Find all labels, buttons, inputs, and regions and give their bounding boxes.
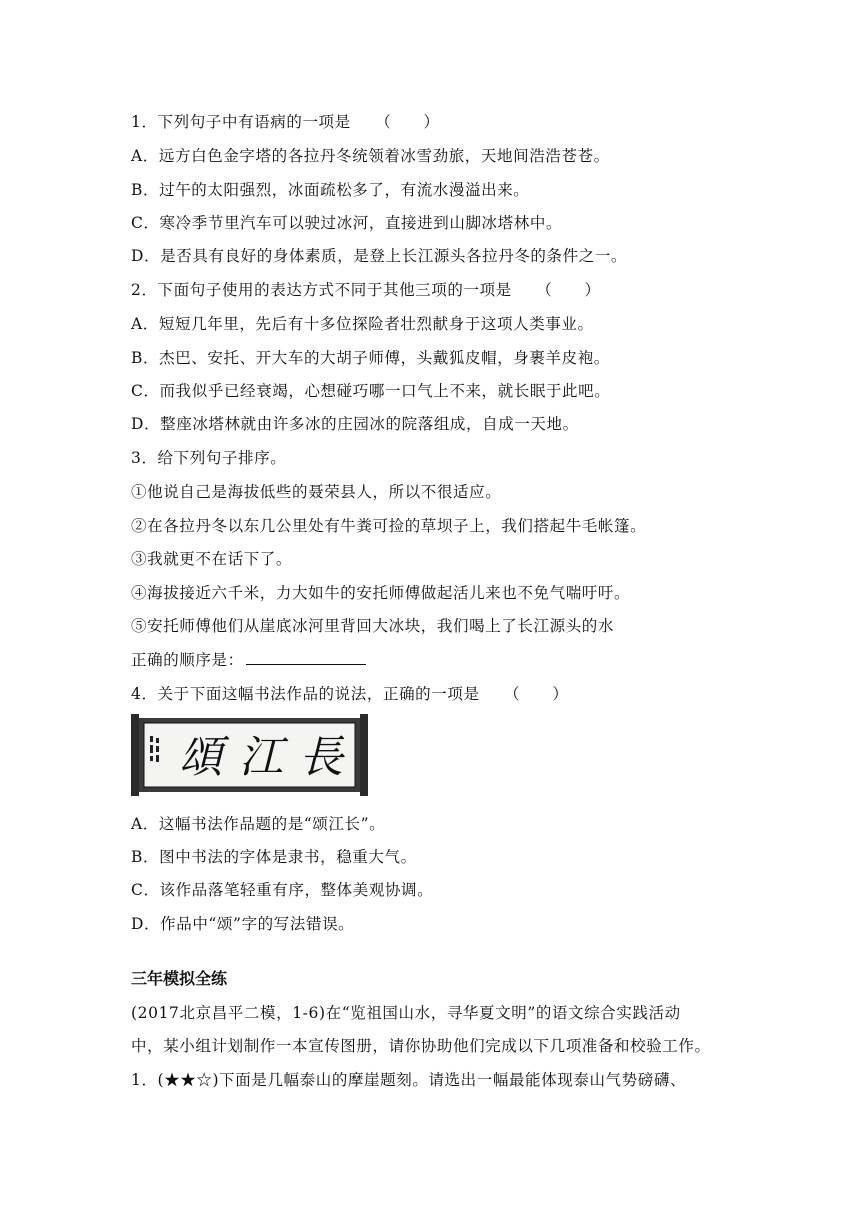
- q3-stem: 3．给下列句子排序。: [131, 449, 287, 467]
- q4-option-b: B．图中书法的字体是隶书，稳重大气。: [131, 848, 417, 866]
- q4-stem: 4．关于下面这幅书法作品的说法，正确的一项是 （ ）: [131, 685, 569, 703]
- practice-intro-line-1: (2017北京昌平二模，1-6)在“览祖国山水，寻华夏文明”的语文综合实践活动: [131, 1004, 681, 1022]
- q2-option-a: A．短短几年里，先后有十多位探险者壮烈献身于这项人类事业。: [131, 315, 594, 333]
- q3-answer-blank: [246, 650, 366, 665]
- calligraphy-char-chang: 長: [299, 732, 343, 783]
- calligraphy-char-song: 頌: [179, 732, 223, 783]
- practice-q1-line: 1．(★★☆)下面是几幅泰山的摩崖题刻。请选出一幅最能体现泰山气势磅礴、: [131, 1071, 687, 1089]
- q1-option-b: B．过午的太阳强烈，冰面疏松多了，有流水漫溢出来。: [131, 181, 530, 199]
- q1-option-d: D．是否具有良好的身体素质，是登上长江源头各拉丹冬的条件之一。: [131, 247, 628, 265]
- q2-option-d: D．整座冰塔林就由许多冰的庄园冰的院落组成，自成一天地。: [131, 415, 579, 433]
- calligraphy-char-jiang: 江: [239, 732, 283, 783]
- q3-answer-line: [131, 650, 366, 670]
- practice-intro-line-2: 中，某小组计划制作一本宣传图册，请你协助他们完成以下几项准备和校验工作。: [131, 1037, 711, 1055]
- q3-answer-label: 正确的顺序是：: [131, 651, 244, 669]
- q3-sentence-3: ③我就更不在话下了。: [131, 550, 293, 568]
- q3-sentence-2: ②在各拉丹冬以东几公里处有牛粪可捡的草坝子上，我们搭起牛毛帐篷。: [131, 517, 647, 535]
- q2-option-b: B．杰巴、安托、开大车的大胡子师傅，头戴狐皮帽，身裹羊皮袍。: [131, 349, 610, 367]
- q2-stem: 2．下面句子使用的表达方式不同于其他三项的一项是 （ ）: [131, 281, 601, 299]
- section-title: 三年模拟全练: [131, 969, 228, 988]
- q3-sentence-5: ⑤安托师傅他们从崖底冰河里背回大冰块，我们喝上了长江源头的水: [131, 617, 615, 635]
- q3-sentence-4: ④海拔接近六千米，力大如牛的安托师傅做起活儿来也不免气喘吁吁。: [131, 584, 631, 602]
- q3-sentence-1: ①他说自己是海拔低些的聂荣县人，所以不很适应。: [131, 483, 502, 501]
- q1-stem: 1．下列句子中有语病的一项是 （ ）: [131, 113, 440, 131]
- calligraphy-scroll-image: [131, 714, 368, 796]
- q2-option-c: C．而我似乎已经衰竭，心想碰巧哪一口气上不来，就长眠于此吧。: [131, 382, 611, 400]
- q1-option-c: C．寒冷季节里汽车可以驶过冰河，直接进到山脚冰塔林中。: [131, 214, 563, 232]
- q1-option-a: A．远方白色金字塔的各拉丹冬统领着冰雪劲旅，天地间浩浩苍苍。: [131, 147, 610, 165]
- q4-option-d: D．作品中“颂”字的写法错误。: [131, 915, 355, 933]
- q4-option-c: C．该作品落笔轻重有序，整体美观协调。: [131, 881, 434, 899]
- q4-option-a: A．这幅书法作品题的是“颂江长”。: [131, 815, 386, 833]
